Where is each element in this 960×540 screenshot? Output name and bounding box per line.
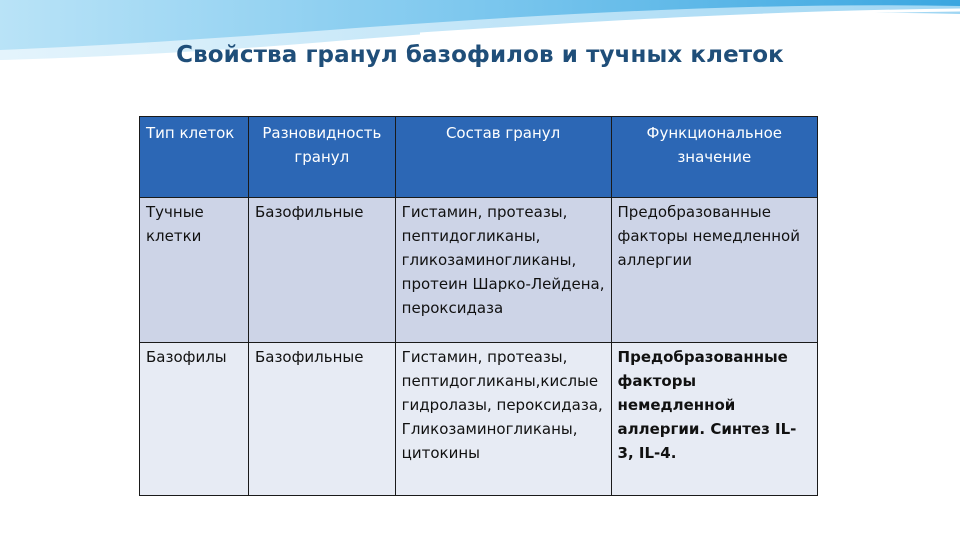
page-title: Свойства гранул базофилов и тучных клеток [176, 42, 784, 68]
cell-granule-kind: Базофильные [248, 343, 395, 496]
cell-composition: Гистамин, протеазы, пептидогликаны,кислые гидролазы, пероксидаза, Гликозаминогликаны, цитокины [395, 343, 611, 496]
cell-composition: Гистамин, протеазы, пептидогликаны, гликозаминогликаны, протеин Шарко-Лейдена, пероксидаза [395, 198, 611, 343]
header-cell-granule-kind: Разновидность гранул [248, 117, 395, 198]
table-row [140, 343, 818, 496]
header-cell-function: Функциональное значение [611, 117, 817, 198]
cell-type: Тучные клетки [140, 198, 249, 343]
table-row [140, 198, 818, 343]
header-cell-composition: Состав гранул [395, 117, 611, 198]
cell-function: Предобразованные факторы немедленной аллергии [611, 198, 817, 343]
cell-type: Базофилы [140, 343, 249, 496]
cell-granule-kind: Базофильные [248, 198, 395, 343]
granule-properties-table [139, 116, 818, 496]
table-header-row [140, 117, 818, 198]
cell-function: Предобразованные факторы немедленной аллергии. Синтез IL-3, IL-4. [611, 343, 817, 496]
header-cell-cell-type: Тип клеток [140, 117, 249, 198]
